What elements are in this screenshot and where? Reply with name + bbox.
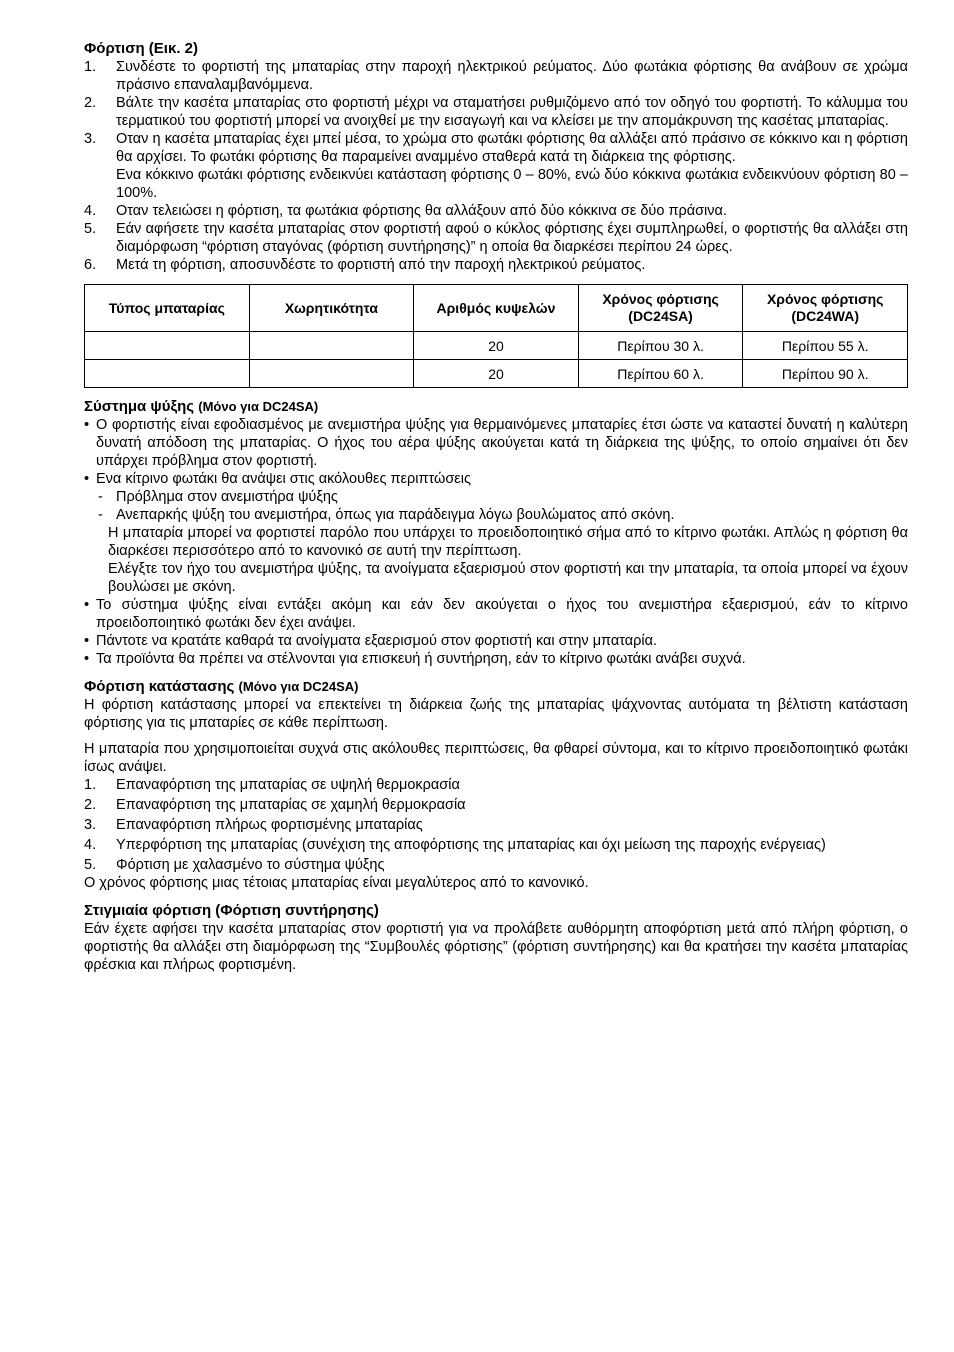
status-title [84, 678, 908, 696]
status-title-text: Φόρτιση κατάστασης [84, 678, 235, 695]
bullet-text: Τα προϊόντα θα πρέπει να στέλνονται για επισκευή ή συντήρηση, εάν το κίτρινο φωτάκι ανάβει συχνά. [96, 651, 746, 667]
step-text: Εάν αφήσετε την κασέτα μπαταρίας στον φορτιστή αφού ο κύκλος φόρτισης έχει συμπληρωθεί, ο φορτιστής θα αλλάξει στη διαμόρφωση “φόρτιση σταγόνας (φόρτιση συντήρησης)” η οποία θα διαρκέσει περίπου 24 ώρες. [116, 221, 908, 255]
charging-step [84, 58, 908, 94]
step-number: 1. [84, 59, 97, 75]
step-text: Βάλτε την κασέτα μπαταρίας στο φορτιστή μέχρι να σταματήσει ρυθμιζόμενο από τον οδηγό του φορτιστή. Το κάλυμμα του τερματικού του φορτιστή μπορεί να ανοιχθεί με την εισαγωγή και να κλείσει με την απομάκρυνση της κασέτας μπαταρίας. [116, 95, 908, 129]
table-cell [249, 360, 414, 388]
status-footer: Ο χρόνος φόρτισης μιας τέτοιας μπαταρίας είναι μεγαλύτερος από το κανονικό. [84, 875, 589, 891]
status-list-item [84, 836, 908, 854]
table-cell: Περίπου 60 λ. [578, 360, 743, 388]
bullet-text: Το σύστημα ψύξης είναι εντάξει ακόμη και εάν δεν ακούγεται ο ήχος του ανεμιστήρα εξαερισμού, εάν το κίτρινο προειδοποιητικό φωτάκι δεν έχει ανάψει. [96, 597, 908, 631]
charging-steps [84, 58, 908, 274]
step-text: Συνδέστε το φορτιστή της μπαταρίας στην παροχή ηλεκτρικού ρεύματος. Δύο φωτάκια φόρτισης θα ανάβουν σε χρώμα πράσινο επαναλαμβανόμμενα. [116, 59, 908, 93]
step-text: Οταν η κασέτα μπαταρίας έχει μπεί μέσα, το χρώμα στο φωτάκι φόρτισης θα αλλάξει από πράσινο σε κόκκινο και η φόρτιση θα αρχίσει. Το φωτάκι φόρτισης θα παραμείνει αναμμένο σταθερά κατά τη διάρκεια της φόρτισης. [116, 131, 908, 165]
dash-text: Πρόβλημα στον ανεμιστήρα ψύξης [116, 489, 338, 505]
item-number: 3. [84, 817, 97, 833]
cooling-note: Ελέγξτε τον ήχο του ανεμιστήρα ψύξης, τα ανοίγματα εξαερισμού στον φορτιστή και την μπαταρία, τα οποία μπορεί να έχουν βουλώσει με σκόνη. [108, 561, 908, 595]
dash-icon: - [98, 507, 103, 523]
step-text: Οταν τελειώσει η φόρτιση, τα φωτάκια φόρτισης θα αλλάξουν από δύο κόκκινα σε δύο πράσινα. [116, 203, 727, 219]
status-paragraph: Η μπαταρία που χρησιμοποιείται συχνά στις ακόλουθες περιπτώσεις, θα φθαρεί σύντομα, και το κίτρινο προειδοποιητικό φωτάκι ίσως ανάψει. [84, 741, 908, 775]
cooling-bullets [84, 416, 908, 668]
charging-step [84, 130, 908, 202]
step-text: Μετά τη φόρτιση, αποσυνδέστε το φορτιστή από την παροχή ηλεκτρικού ρεύματος. [116, 257, 646, 273]
item-number: 4. [84, 837, 97, 853]
item-number: 5. [84, 857, 97, 873]
cooling-section [84, 398, 908, 668]
status-list [84, 776, 908, 874]
item-number: 2. [84, 797, 97, 813]
item-text: Επαναφόρτιση της μπαταρίας σε χαμηλή θερμοκρασία [116, 797, 466, 813]
status-title-note: (Μόνο για DC24SA) [238, 679, 359, 694]
bullet-icon: • [84, 633, 90, 649]
table-cell: 20 [414, 332, 579, 360]
table-header-cell: Χρόνος φόρτισης (DC24SA) [578, 285, 743, 332]
charging-step [84, 220, 908, 256]
bullet-item [84, 416, 908, 470]
bullet-item [84, 470, 908, 596]
charging-title: Φόρτιση (Εικ. 2) [84, 40, 198, 57]
bullet-icon: • [84, 597, 90, 613]
table-cell [85, 360, 250, 388]
dash-item [96, 488, 908, 506]
status-charging-section [84, 678, 908, 892]
bullet-text: Ο φορτιστής είναι εφοδιασμένος με ανεμιστήρα ψύξης για θερμαινόμενες μπαταρίες έτσι ώστε να καταστεί δυνατή η καλύτερη δυνατή απόδοση της μπαταρίας. Ο ήχος του αέρα ψύξης ακούγεται κατά τη διάρκεια της ψύξης, το οποίο σημαίνει ότι δεν υπάρχει πρόβλημα στον φορτιστή. [96, 417, 908, 469]
status-paragraph: Η φόρτιση κατάστασης μπορεί να επεκτείνει τη διάρκεια ζωής της μπαταρίας ψάχνοντας αυτόματα τη βέλτιστη κατάσταση φόρτισης για τις μπαταρίες σε κάθε περίπτωση. [84, 697, 908, 731]
bullet-icon: • [84, 651, 90, 667]
table-cell: Περίπου 90 λ. [743, 360, 908, 388]
status-list-item [84, 796, 908, 814]
cooling-note: Η μπαταρία μπορεί να φορτιστεί παρόλο που υπάρχει το προειδοποιητικό σήμα από το κίτρινο φωτάκι. Απλώς η φόρτιση θα διαρκέσει περισσότερο από το κανονικό σε αυτή την περίπτωση. [108, 525, 908, 559]
charging-section [84, 40, 908, 274]
table-row [85, 332, 908, 360]
instant-charging-section [84, 902, 908, 974]
table-header-cell: Χρόνος φόρτισης (DC24WA) [743, 285, 908, 332]
table-header-cell: Αριθμός κυψελών [414, 285, 579, 332]
step-extra-text: Ενα κόκκινο φωτάκι φόρτισης ενδεικνύει κατάσταση φόρτισης 0 – 80%, ενώ δύο κόκκινα φωτάκια ενδεικνύουν φόρτιση 80 – 100%. [116, 167, 908, 201]
table-row [85, 360, 908, 388]
item-text: Επαναφόρτιση της μπαταρίας σε υψηλή θερμοκρασία [116, 777, 460, 793]
item-number: 1. [84, 777, 97, 793]
bullet-text: Πάντοτε να κρατάτε καθαρά τα ανοίγματα εξαερισμού στον φορτιστή και στην μπαταρία. [96, 633, 658, 649]
dash-list [96, 488, 908, 524]
charging-time-table [84, 284, 908, 388]
bullet-icon: • [84, 417, 90, 433]
cooling-title [84, 398, 908, 416]
status-list-item [84, 856, 908, 874]
item-text: Επαναφόρτιση πλήρως φορτισμένης μπαταρίας [116, 817, 423, 833]
charging-step [84, 94, 908, 130]
step-number: 5. [84, 221, 97, 237]
dash-icon: - [98, 489, 103, 505]
step-number: 2. [84, 95, 97, 111]
step-number: 6. [84, 257, 97, 273]
charging-step [84, 256, 908, 274]
table-header-row [85, 285, 908, 332]
table-cell: Περίπου 55 λ. [743, 332, 908, 360]
status-list-item [84, 816, 908, 834]
step-number: 3. [84, 131, 97, 147]
status-list-item [84, 776, 908, 794]
table-cell: Περίπου 30 λ. [578, 332, 743, 360]
cooling-title-note: (Μόνο για DC24SA) [198, 399, 319, 414]
bullet-text: Ενα κίτρινο φωτάκι θα ανάψει στις ακόλουθες περιπτώσεις [96, 471, 471, 487]
dash-item [96, 506, 908, 524]
table-cell [249, 332, 414, 360]
dash-text: Ανεπαρκής ψύξη του ανεμιστήρα, όπως για παράδειγμα λόγω βουλώματος από σκόνη. [116, 507, 675, 523]
cooling-title-text: Σύστημα ψύξης [84, 398, 195, 415]
instant-paragraph: Εάν έχετε αφήσει την κασέτα μπαταρίας στον φορτιστή για να προλάβετε αυθόρμητη αποφόρτιση μετά από πλήρη φόρτιση, ο φορτιστής θα αλλάξει στη διαμόρφωση της “Συμβουλές φόρτισης” (φόρτιση συντήρησης) και θα κρατήσει την κασέτα μπαταρίας φρέσκια και πλήρως φορτισμένη. [84, 921, 908, 973]
table-cell: 20 [414, 360, 579, 388]
table-header-cell: Τύπος μπαταρίας [85, 285, 250, 332]
table-header-cell: Χωρητικότητα [249, 285, 414, 332]
step-number: 4. [84, 203, 97, 219]
bullet-item [84, 596, 908, 632]
instant-title: Στιγμιαία φόρτιση (Φόρτιση συντήρησης) [84, 902, 379, 919]
bullet-item [84, 650, 908, 668]
document-page [84, 40, 908, 974]
charging-step [84, 202, 908, 220]
item-text: Υπερφόρτιση της μπαταρίας (συνέχιση της αποφόρτισης της μπαταρίας και όχι μείωση της παροχής ενέργειας) [116, 837, 826, 853]
bullet-item [84, 632, 908, 650]
bullet-icon: • [84, 471, 90, 487]
table-cell [85, 332, 250, 360]
item-text: Φόρτιση με χαλασμένο το σύστημα ψύξης [116, 857, 385, 873]
